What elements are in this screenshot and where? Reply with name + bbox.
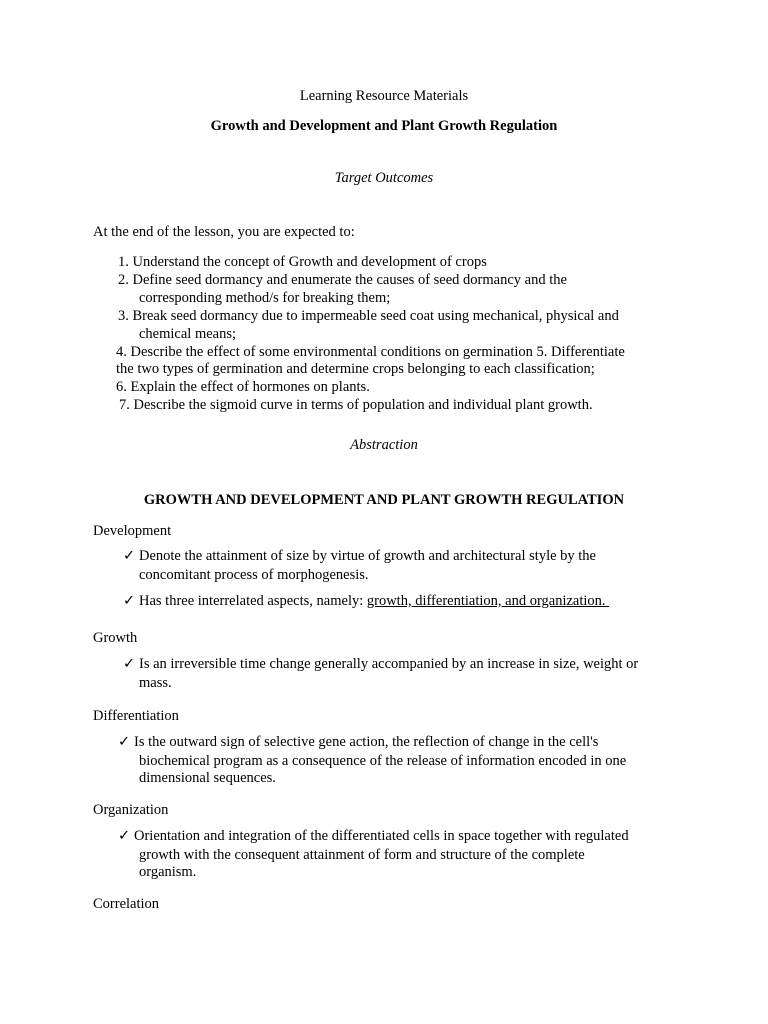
section-title: GROWTH AND DEVELOPMENT AND PLANT GROWTH REGULATION xyxy=(143,492,625,508)
organization-bullet-1 xyxy=(118,827,629,845)
organization-bullet-1-cont2: organism. xyxy=(139,864,197,880)
growth-bullet-1-cont: mass. xyxy=(139,675,172,691)
main-title: Growth and Development and Plant Growth Regulation xyxy=(210,118,558,134)
outcome-2-cont: corresponding method/s for breaking them; xyxy=(139,290,391,306)
resource-title: Learning Resource Materials xyxy=(299,88,469,104)
differentiation-heading: Differentiation xyxy=(93,708,179,724)
development-bullet-1-cont: concomitant process of morphogenesis. xyxy=(139,567,369,583)
check-icon: ✓ xyxy=(118,734,131,750)
outcome-4-cont: the two types of germination and determine crops belonging to each classification; xyxy=(116,361,595,377)
intro-text: At the end of the lesson, you are expected to: xyxy=(93,224,355,240)
growth-bullet-1 xyxy=(123,655,638,673)
target-outcomes-heading: Target Outcomes xyxy=(334,170,434,186)
check-icon: ✓ xyxy=(123,593,136,609)
outcome-6: 6. Explain the effect of hormones on plants. xyxy=(116,379,370,395)
differentiation-bullet-1-cont: biochemical program as a consequence of the release of information encoded in one xyxy=(139,753,627,769)
development-heading: Development xyxy=(93,523,172,539)
organization-heading: Organization xyxy=(93,802,169,818)
check-icon: ✓ xyxy=(123,548,136,564)
differentiation-bullet-1 xyxy=(118,733,598,751)
abstraction-heading: Abstraction xyxy=(350,437,418,453)
development-bullet-1-text: Denote the attainment of size by virtue of growth and architectural style by the xyxy=(139,548,596,564)
organization-bullet-1-text: Orientation and integration of the differentiated cells in space together with regulated xyxy=(134,828,629,844)
outcome-4: 4. Describe the effect of some environmental conditions on germination 5. Differentiate xyxy=(116,344,625,360)
outcome-1: 1. Understand the concept of Growth and development of crops xyxy=(118,254,487,270)
correlation-heading: Correlation xyxy=(93,896,160,912)
development-bullet-2-text: Has three interrelated aspects, namely: xyxy=(139,593,367,609)
check-icon: ✓ xyxy=(123,656,136,672)
growth-bullet-1-text: Is an irreversible time change generally accompanied by an increase in size, weight or xyxy=(139,656,639,672)
differentiation-bullet-1-cont2: dimensional sequences. xyxy=(139,770,276,786)
differentiation-bullet-1-text: Is the outward sign of selective gene action, the reflection of change in the cell's xyxy=(134,734,599,750)
outcome-3-cont: chemical means; xyxy=(139,326,237,342)
development-bullet-2 xyxy=(123,592,609,610)
outcome-3: 3. Break seed dormancy due to impermeable seed coat using mechanical, physical and xyxy=(118,308,619,324)
outcome-7: 7. Describe the sigmoid curve in terms of population and individual plant growth. xyxy=(119,397,593,413)
growth-heading: Growth xyxy=(93,630,138,646)
organization-bullet-1-cont: growth with the consequent attainment of form and structure of the complete xyxy=(139,847,585,863)
outcome-2: 2. Define seed dormancy and enumerate the causes of seed dormancy and the xyxy=(118,272,567,288)
check-icon: ✓ xyxy=(118,828,131,844)
development-bullet-1 xyxy=(123,547,596,565)
aspects-underlined: growth, differentiation, and organization. xyxy=(366,593,610,609)
